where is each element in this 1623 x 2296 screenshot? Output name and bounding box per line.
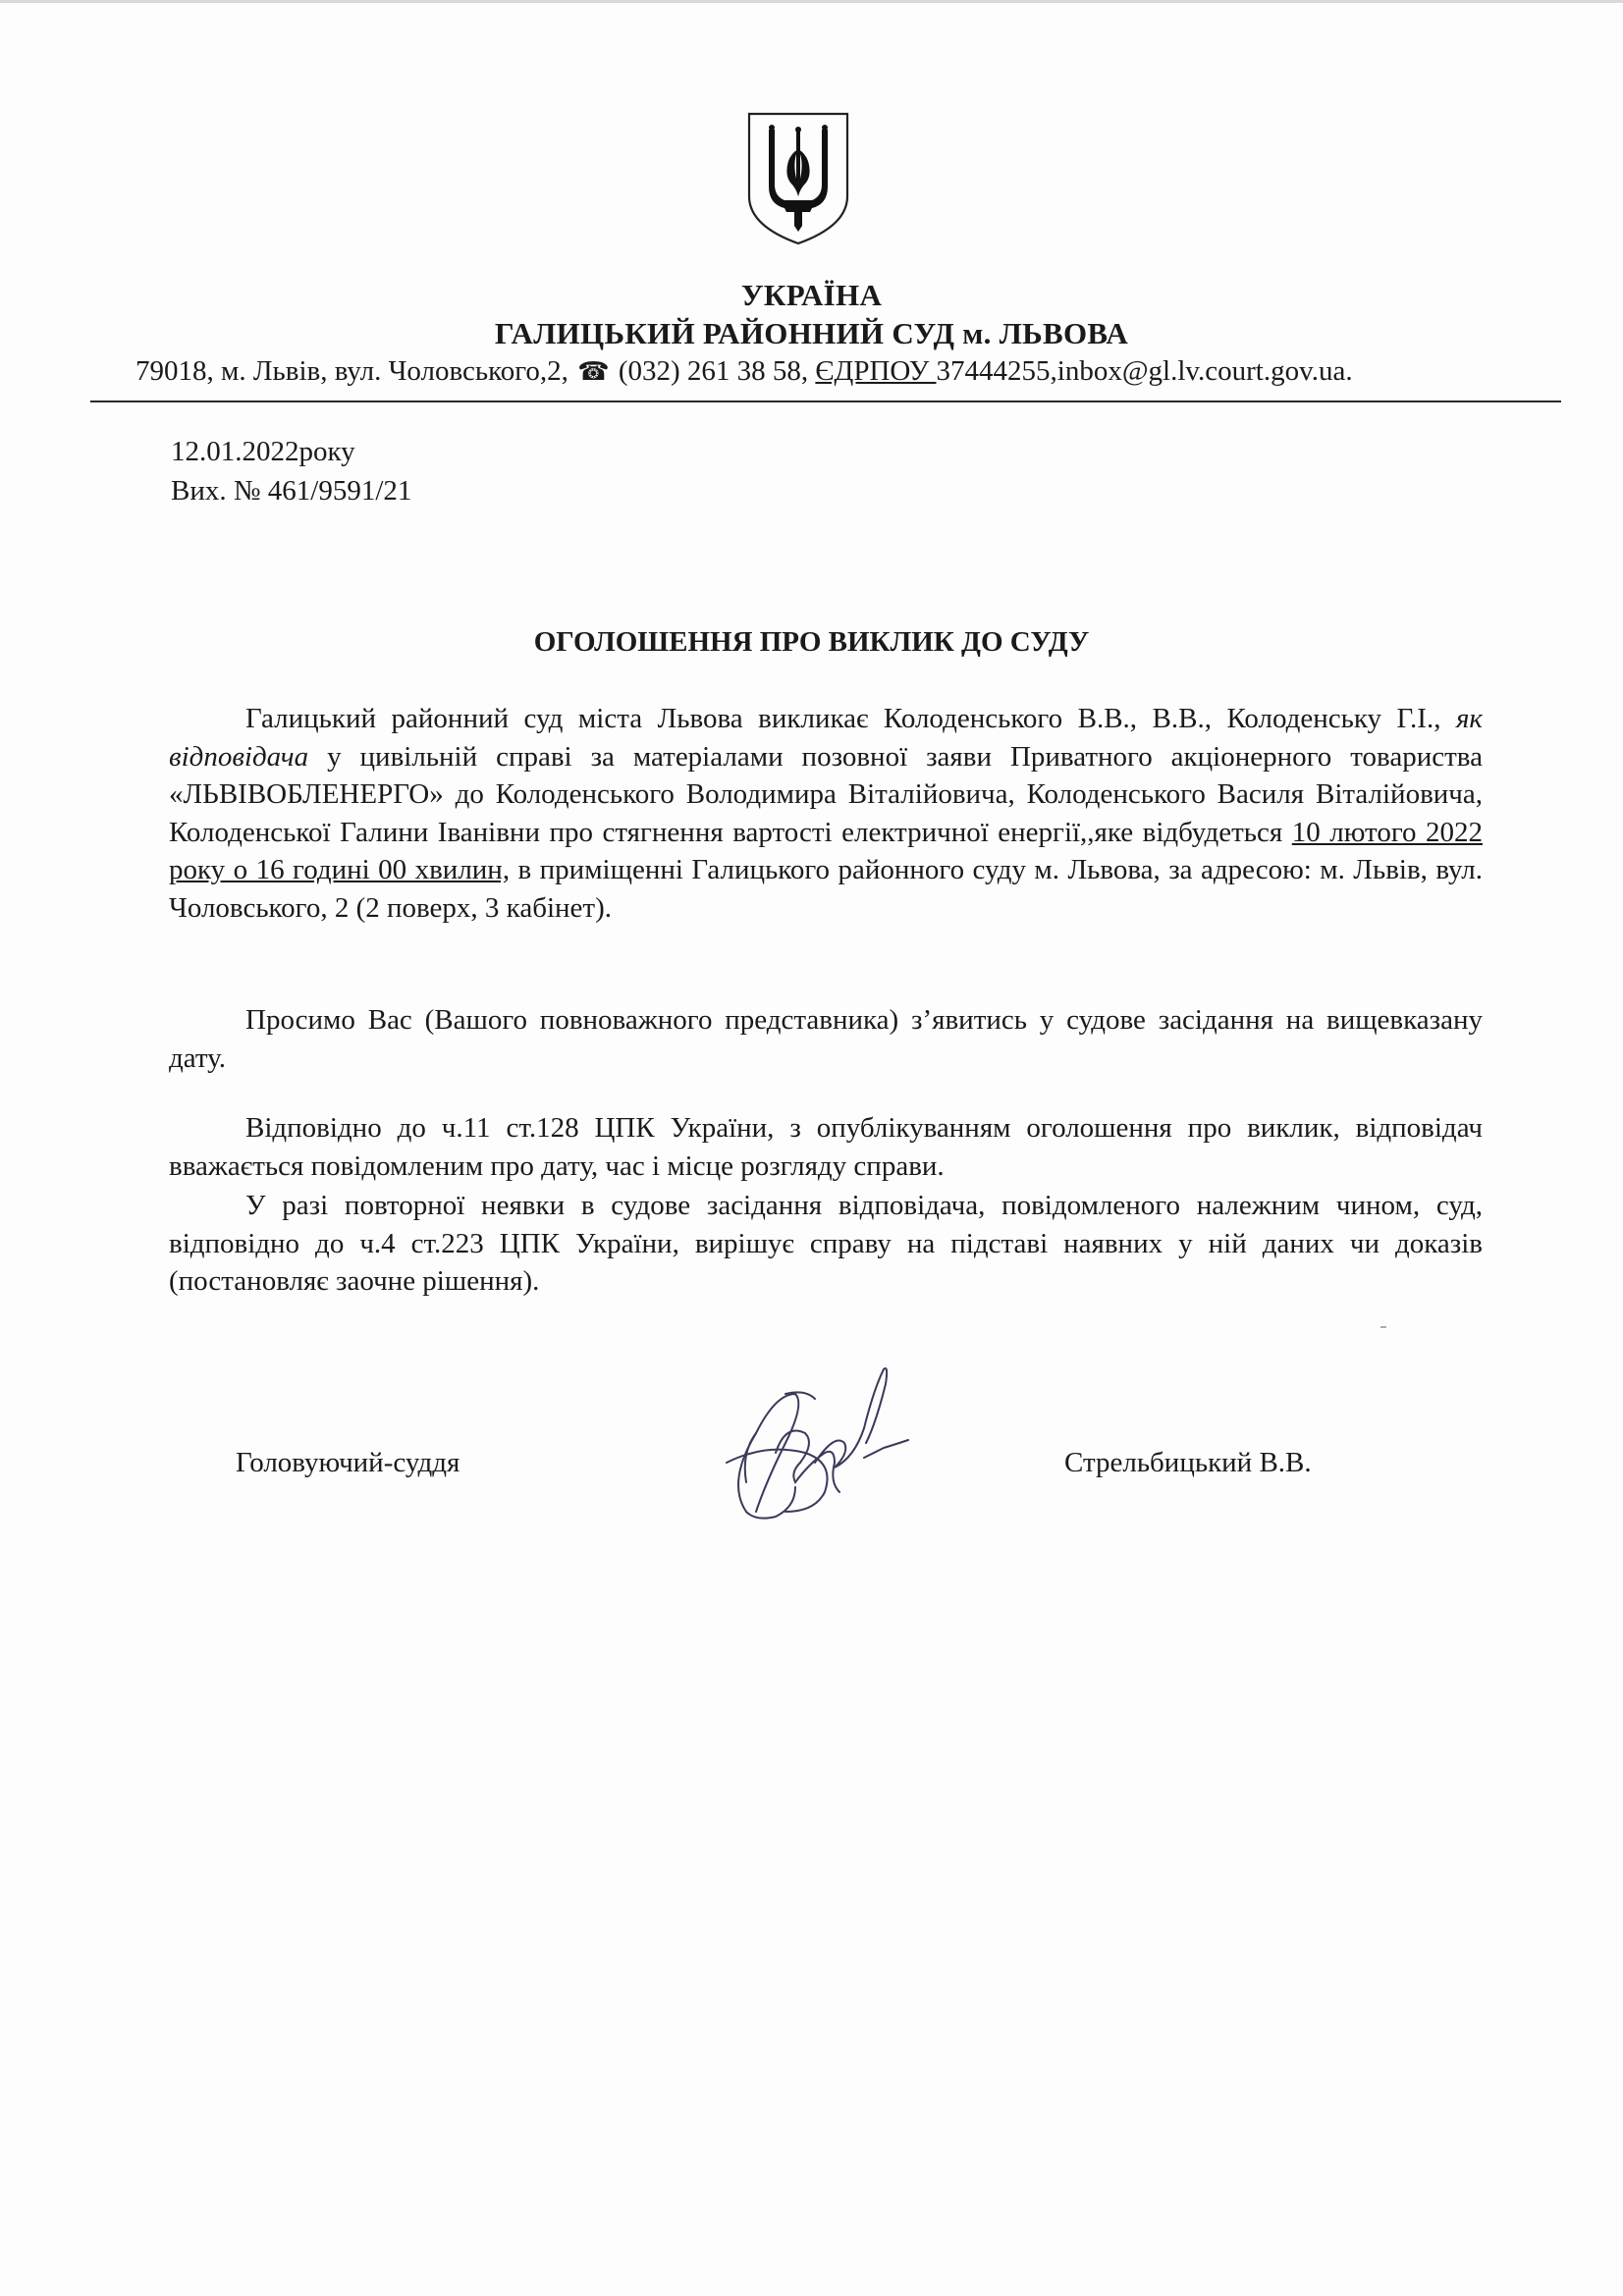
summons-paragraph	[169, 700, 1483, 927]
summons-text-part2: у цивільній справі за матеріалами позовної заяви Приватного акціонерного товариства «ЛЬВІВОБЛЕНЕРГО» до Колоденського Володимира Віталійовича, Колоденського Василя Віталійовича, Колоденської Галини Іванівни про стягнення вартості електричної енергії,,яке відбудеться	[169, 740, 1483, 848]
header-divider	[90, 400, 1561, 402]
defendant-role: як відповідача	[169, 703, 1483, 773]
address-text: 79018, м. Львів, вул. Чоловського,2,	[135, 355, 576, 387]
scan-speck	[1380, 1326, 1386, 1328]
scan-edge	[0, 0, 1623, 3]
court-title: ГАЛИЦЬКИЙ РАЙОННИЙ СУД м. ЛЬВОВА	[494, 316, 1129, 350]
phone-number: (032) 261 38 58,	[618, 355, 816, 387]
outgoing-number: Вих. № 461/9591/21	[171, 475, 412, 507]
court-address-line	[135, 355, 1530, 388]
coat-of-arms-trident-icon	[743, 110, 853, 247]
signer-role: Головуючий-суддя	[236, 1447, 460, 1478]
document-heading: ОГОЛОШЕННЯ ПРО ВИКЛИК ДО СУДУ	[533, 626, 1090, 658]
default-judgment-paragraph: У разі повторної неявки в судове засідання відповідача, повідомленого належним чином, суд, відповідно до ч.4 ст.223 ЦПК України, вирішує справу на підставі наявних у ній даних чи доказів (постановляє заочне рішення).	[169, 1190, 1483, 1297]
country-title: УКРАЇНА	[740, 278, 883, 312]
summons-text-part3: в приміщенні Галицького районного суду м. Львова, за адресою: м. Львів, вул. Чоловського, 2 (2 поверх, 3 кабінет).	[169, 854, 1483, 924]
edrpou-and-email: 37444255,inbox@gl.lv.court.gov.ua.	[936, 355, 1353, 387]
hearing-datetime: 10 лютого 2022 року о 16 годині 00 хвилин,	[169, 816, 1484, 885]
appearance-request-paragraph: Просимо Вас (Вашого повноважного представника) з’явитись у судове засідання на вищевказану дату.	[169, 1004, 1483, 1074]
notification-paragraph: Відповідно до ч.11 ст.128 ЦПК України, з опублікуванням оголошення про виклик, відповідач вважається повідомленим про дату, час і місце розгляду справи.	[169, 1112, 1483, 1182]
edrpou-label: ЄДРПОУ	[815, 355, 937, 387]
document-date: 12.01.2022року	[171, 436, 355, 467]
handwritten-signature-icon	[687, 1315, 923, 1551]
summons-text-part1: Галицький районний суд міста Львова викликає Колоденського В.В., В.В., Колоденську Г.І.,	[245, 703, 1456, 734]
telephone-icon: ☎	[577, 357, 610, 386]
signer-name: Стрельбицький В.В.	[1064, 1447, 1312, 1478]
